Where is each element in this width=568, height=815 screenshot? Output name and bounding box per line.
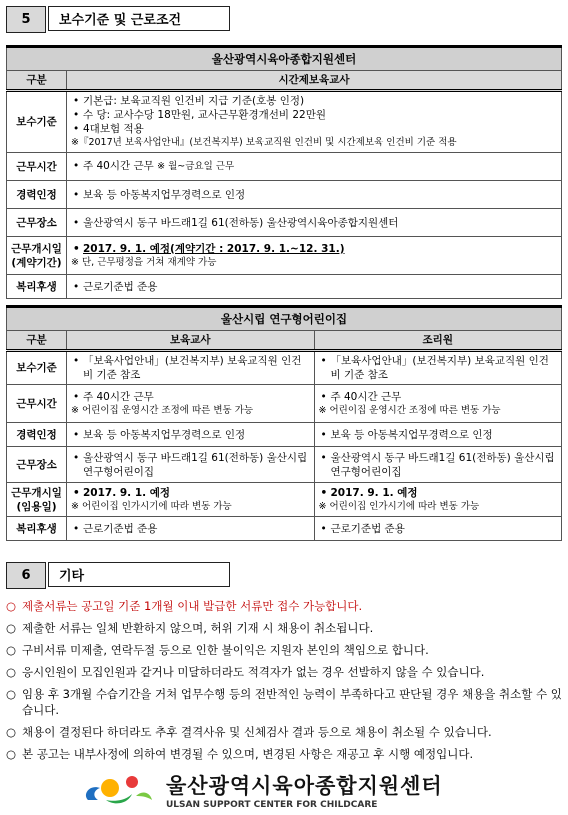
- list-item: • 「보육사업안내」(보건복지부) 보육교직원 인건비 기준 참조: [331, 354, 558, 382]
- logo-subtitle: ULSAN SUPPORT CENTER FOR CHILDCARE: [166, 800, 378, 810]
- conditions-table-center: [6, 45, 562, 299]
- row-label: 근무장소: [7, 209, 67, 237]
- list-item: ○ 채용이 결정된다 하더라도 추후 결격사유 및 신체검사 결과 등으로 채용이 취소될 수 있습니다.: [6, 725, 492, 739]
- row-label: 경력인정: [7, 181, 67, 209]
- conditions-table-daycare: [6, 305, 562, 541]
- list-item: • 기본급: 보육교직원 인건비 지급 기준(호봉 인정): [83, 94, 557, 108]
- start-note: ※ 어린이집 인가시기에 따라 변동 가능: [71, 500, 232, 512]
- pay-cook: [314, 351, 562, 385]
- list-item: • 울산광역시 동구 바드래1길 61(전하동) 울산광역시육아종합지원센터: [83, 216, 557, 230]
- label-line: (계약기간): [11, 256, 62, 269]
- list-item: • 「보육사업안내」(보건복지부) 보육교직원 인건비 기준 참조: [83, 354, 310, 382]
- career-cell: [67, 181, 562, 209]
- org-header: 울산시립 연구형어린이집: [7, 307, 562, 331]
- notice-list: [6, 598, 562, 768]
- career-cook: [314, 423, 562, 447]
- col-value: 시간제보육교사: [67, 71, 562, 91]
- start-cell: [67, 237, 562, 275]
- section-number: 5: [6, 6, 46, 33]
- row-label: 근무시간: [7, 385, 67, 423]
- logo-title: 울산광역시육아종합지원센터: [166, 774, 443, 798]
- list-item: • 4대보험 적용: [83, 122, 557, 136]
- list-item: • 주 40시간 근무: [83, 390, 310, 404]
- label-line: (임용일): [16, 500, 57, 513]
- hours-note: ※ 월~금요일 근무: [157, 161, 235, 172]
- hours-note: ※ 어린이집 운영시간 조정에 따른 변동 가능: [71, 404, 254, 416]
- list-item: • 보육 등 아동복지업무경력으로 인정: [331, 428, 558, 442]
- list-item: • 보육 등 아동복지업무경력으로 인정: [83, 428, 310, 442]
- pay-teacher: [67, 351, 315, 385]
- list-item: • 2017. 9. 1. 예정: [83, 486, 310, 500]
- section-5-header: [6, 6, 230, 33]
- col-teacher: 보육교사: [67, 331, 315, 351]
- section-title: 보수기준 및 근로조건: [48, 6, 230, 31]
- list-item: • 근로기준법 준용: [331, 522, 558, 536]
- list-item: • 울산광역시 동구 바드래1길 61(전하동) 울산시립 연구형어린이집: [83, 451, 310, 479]
- list-item: • 주 40시간 근무: [331, 390, 558, 404]
- row-label: 복리후생: [7, 517, 67, 541]
- row-label: 보수기준: [7, 91, 67, 153]
- col-label: 구분: [7, 71, 67, 91]
- center-logo-icon: [80, 770, 158, 810]
- row-label: [7, 483, 67, 517]
- start-cook: [314, 483, 562, 517]
- row-label: 근무장소: [7, 447, 67, 483]
- list-item: ○ 제출서류는 공고일 기준 1개월 이내 발급한 서류만 접수 가능합니다.: [6, 599, 363, 613]
- welfare-cook: [314, 517, 562, 541]
- row-label: [7, 237, 67, 275]
- list-item: ○ 구비서류 미제출, 연락두절 등으로 인한 불이익은 지원자 본인의 책임으로 합니다.: [6, 643, 429, 657]
- list-item: • 근로기준법 준용: [83, 522, 310, 536]
- list-item: ○ 본 공고는 내부사정에 의하여 변경될 수 있으며, 변경된 사항은 재공고 후 시행 예정입니다.: [6, 747, 474, 761]
- start-teacher: [67, 483, 315, 517]
- pay-note: ※『2017년 보육사업안내』(보건복지부) 보육교직원 인건비 및 시간제보육 인건비 기준 적용: [71, 137, 457, 148]
- hours-cook: [314, 385, 562, 423]
- row-label: 경력인정: [7, 423, 67, 447]
- label-line: 근무개시일: [11, 486, 62, 499]
- list-item: • 근로기준법 준용: [83, 280, 557, 294]
- hours-text: 주 40시간 근무: [83, 160, 154, 172]
- hours-cell: [67, 153, 562, 181]
- list-item: ○ 응시인원이 모집인원과 같거나 미달하더라도 적격자가 없는 경우 선발하지 않을 수 있습니다.: [6, 665, 485, 679]
- welfare-teacher: [67, 517, 315, 541]
- section-number: 6: [6, 562, 46, 589]
- hours-note: ※ 어린이집 운영시간 조정에 따른 변동 가능: [318, 404, 501, 416]
- col-cook: 조리원: [314, 331, 562, 351]
- list-item: • 울산광역시 동구 바드래1길 61(전하동) 울산시립 연구형어린이집: [331, 451, 558, 479]
- place-cook: [314, 447, 562, 483]
- place-cell: [67, 209, 562, 237]
- welfare-cell: [67, 275, 562, 299]
- row-label: 복리후생: [7, 275, 67, 299]
- section-title: 기타: [48, 562, 230, 587]
- org-header: 울산광역시육아종합지원센터: [7, 47, 562, 71]
- row-label: 보수기준: [7, 351, 67, 385]
- list-item: • 2017. 9. 1. 예정: [331, 486, 558, 500]
- section-6-header: [6, 562, 230, 589]
- hours-teacher: [67, 385, 315, 423]
- list-item: • 2017. 9. 1. 예정(계약기간 : 2017. 9. 1.~12. 31.): [83, 242, 557, 256]
- start-note: ※ 어린이집 인가시기에 따라 변동 가능: [318, 500, 480, 512]
- list-item: ○ 제출한 서류는 일체 반환하지 않으며, 허위 기재 시 채용이 취소됩니다.: [6, 621, 374, 635]
- footer-logo: [80, 770, 443, 810]
- start-note: ※ 단, 근무평정을 거쳐 재계약 가능: [71, 256, 217, 268]
- career-teacher: [67, 423, 315, 447]
- list-item: • 수 당: 교사수당 18만원, 교사근무환경개선비 22만원: [83, 108, 557, 122]
- list-item: ○ 임용 후 3개월 수습기간을 거쳐 업무수행 등의 전반적인 능력이 부족하다고 판단될 경우 채용을 취소할 수 있습니다.: [6, 687, 562, 717]
- col-label: 구분: [7, 331, 67, 351]
- list-item: • 보육 등 아동복지업무경력으로 인정: [83, 188, 557, 202]
- label-line: 근무개시일: [11, 242, 62, 255]
- row-label: 근무시간: [7, 153, 67, 181]
- pay-cell: [67, 91, 562, 153]
- place-teacher: [67, 447, 315, 483]
